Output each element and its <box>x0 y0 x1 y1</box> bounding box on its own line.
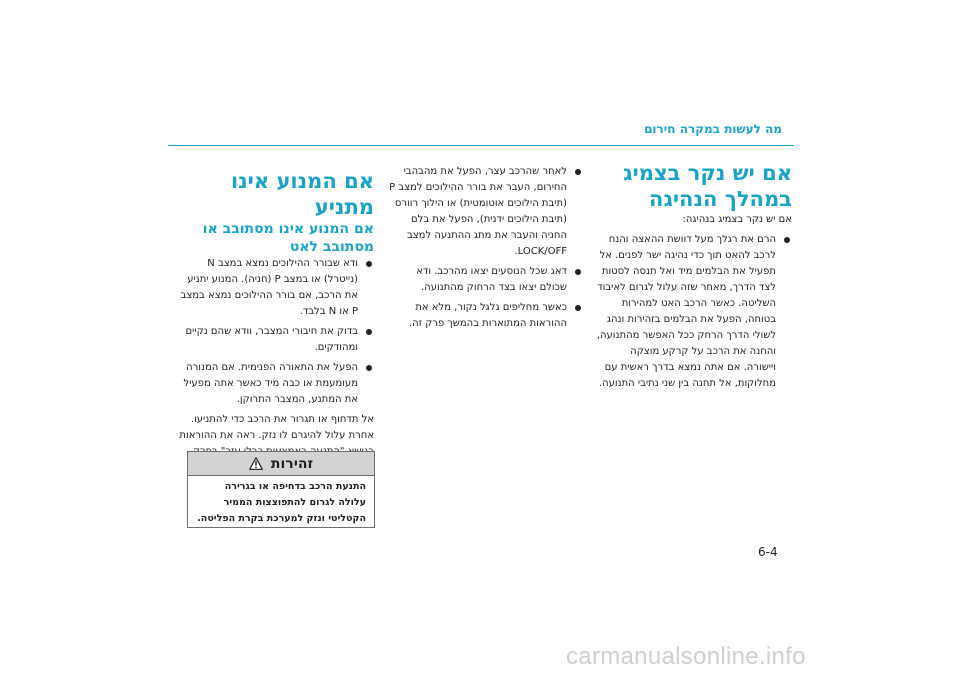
page-number: 6-4 <box>758 545 778 559</box>
bullet-item: הרם את רגלך מעל דוושת ההאצה והנח לרכב להאט תוך כדי נהיגה ישר לפנים. אל תפעיל את הבלמים מיד ואל תנסה לסטות לצד הדרך, מאחר שזה עלול לגרום לאיבוד השליטה. כאשר הרכב האט למהירות בטוחה, הפעל את הבלמים בזהירות ונהג לשולי הדרך הרחק ככל האפשר מהתנועה, והחנה את הרכב על קרקע מוצקה ויישורה. אם אתה נמצא בדרך ראשית עם מחלוקות, אל תחנה בין שני נתיבי התנועה. <box>596 232 792 392</box>
section-flat-tire <box>596 160 792 396</box>
bullet-item: בדוק את חיבורי המצבר, וודא שהם נקיים ומהודקים. <box>178 324 374 356</box>
section-intro: אם יש נקר בצמיג בנהיגה: <box>682 214 792 225</box>
header-rule <box>168 145 794 146</box>
bullet-item: דאג שכל הנוסעים יצאו מהרכב. ודא שכולם יצאו בצד הרחוק מהתנועה. <box>387 264 583 296</box>
warning-triangle-icon <box>249 457 263 470</box>
section-flat-tire-continued <box>387 164 583 336</box>
bullet-list <box>178 256 374 408</box>
engine-note: אל תדחוף או תגרור את הרכב כדי להתניעו. אחרת עלול להיגרם לו נזק. ראה את ההוראות <box>179 414 374 441</box>
caution-title: זהירות <box>270 455 314 472</box>
header-title: מה לעשות במקרה חירום <box>644 122 782 136</box>
bullet-list <box>387 164 583 332</box>
bullet-list <box>596 232 792 392</box>
bullet-item: ודא שבורר ההילוכים נמצא במצב N (נייטרל) או במצב P (חניה). המנוע יתניע את הרכב, אם בורר ההילוכים נמצא במצב P או N בלבד. <box>178 256 374 320</box>
bullet-item: הפעל את התאורה הפנימית. אם המנורה מעומעמת או כבה מיד כאשר אתה מפעיל את המתנע, המצבר התרוקן. <box>178 360 374 408</box>
bullet-item: כאשר מחליפים גלגל נקור, מלא את ההוראות המתוארות בהמשך פרק זה. <box>387 300 583 332</box>
caution-header <box>188 452 374 476</box>
bullet-item: לאחר שהרכב עצר, הפעל את מהבהבי החירום, העבר את בורר ההילוכים למצב P (תיבת הילוכים אוטומטית) או הילוך רוורס (תיבת הילוכים ידנית), הפעל את בלם החניה והעבר את מתג ההתנעה למצב LOCK/OFF. <box>387 164 583 260</box>
watermark: carmanualsonline.info <box>566 643 806 670</box>
section-subtitle-engine: אם המנוע אינו מסתובב או מסתובב לאט <box>202 221 374 255</box>
section-title-flat-tire: אם יש נקר בצמיג במהלך הנהיגה <box>623 161 792 211</box>
caution-text: התנעת הרכב בדחיפה או בגרירה עלולה לגרום להתפוצצות הממיר הקטליטי ונזק למערכת בקרת הפליטה. <box>197 481 366 524</box>
caution-box <box>187 451 375 528</box>
section-engine-no-start <box>178 168 374 476</box>
section-title-engine: אם המנוע אינו מתניע <box>230 169 374 219</box>
